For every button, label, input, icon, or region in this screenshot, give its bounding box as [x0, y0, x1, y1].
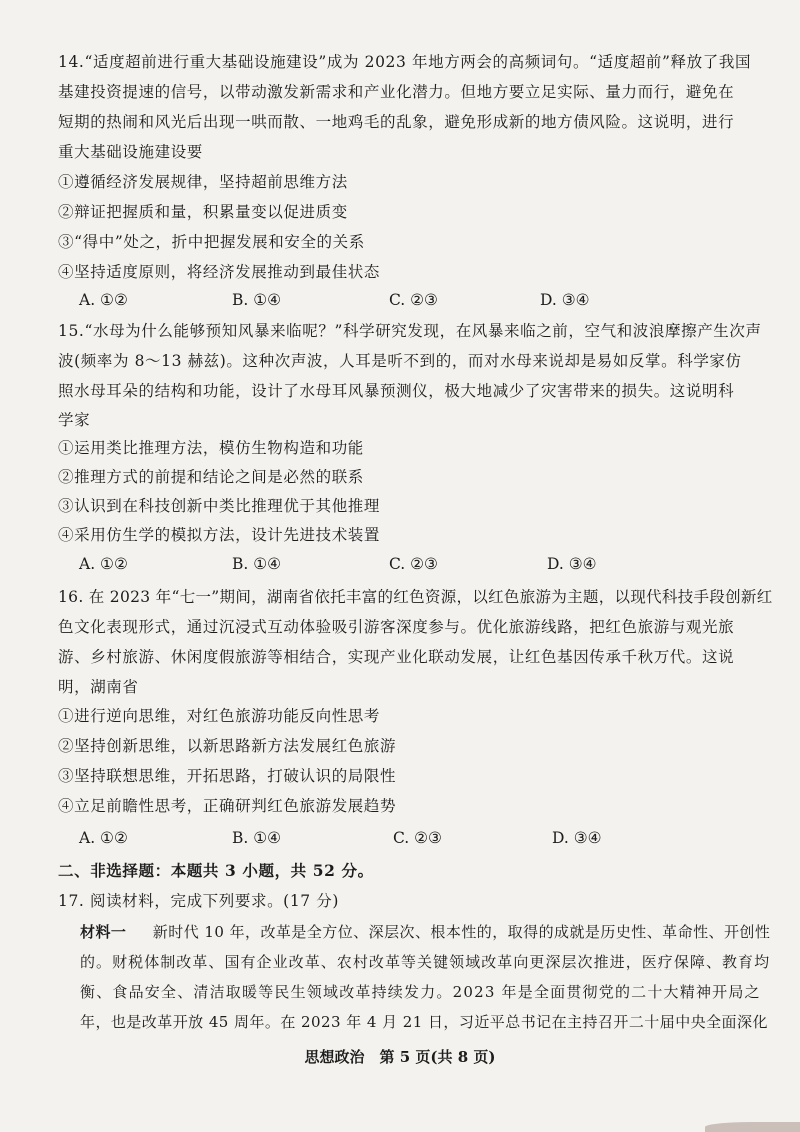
q15-item-1: ①运用类比推理方法，模仿生物构造和功能: [58, 439, 364, 457]
q15-option-d[interactable]: D. ③④: [547, 555, 597, 573]
q16-stem-line-2: 色文化表现形式，通过沉浸式互动体验吸引游客深度参与。优化旅游线路，把红色旅游与观光旅: [58, 618, 735, 636]
q16-option-a[interactable]: A. ①②: [79, 829, 128, 847]
q16-option-d[interactable]: D. ③④: [552, 829, 602, 847]
q15-stem-line-1: 15.“水母为什么能够预知风暴来临呢？”科学研究发现，在风暴来临之前，空气和波浪摩擦产生次声: [58, 322, 762, 340]
page-footer: 思想政治 第 5 页(共 8 页): [304, 1048, 496, 1066]
q17-stem: 17. 阅读材料，完成下列要求。(17 分): [58, 892, 340, 910]
q15-stem-line-2: 波(频率为 8～13 赫兹)。这种次声波，人耳是听不到的，而对水母来说却是易如反掌。科学家仿: [58, 352, 742, 370]
q17-material-line-2: 的。财税体制改革、国有企业改革、农村改革等关键领域改革向更深层次推进，医疗保障、教育均: [80, 953, 771, 971]
q14-option-c[interactable]: C. ②③: [389, 291, 438, 309]
q16-item-1: ①进行逆向思维，对红色旅游功能反向性思考: [58, 707, 381, 725]
q14-item-1: ①遵循经济发展规律，坚持超前思维方法: [58, 173, 348, 191]
scan-smudge: [705, 1122, 800, 1132]
q17-material-line-4: 年，也是改革开放 45 周年。在 2023 年 4 月 21 日，习近平总书记在主持召开二十届中央全面深化: [80, 1013, 768, 1031]
q14-option-a[interactable]: A. ①②: [79, 291, 128, 309]
q15-option-a[interactable]: A. ①②: [79, 555, 128, 573]
q15-option-b[interactable]: B. ①④: [232, 555, 282, 573]
q15-item-4: ④采用仿生学的模拟方法，设计先进技术装置: [58, 526, 381, 544]
q14-item-3: ③“得中”处之，折中把握发展和安全的关系: [58, 233, 365, 251]
q15-item-3: ③认识到在科技创新中类比推理优于其他推理: [58, 497, 381, 515]
q14-stem-line-1: 14.“适度超前进行重大基础设施建设”成为 2023 年地方两会的高频词句。“适度超前”释放了我国: [58, 53, 752, 71]
q14-stem-line-2: 基建投资提速的信号，以带动激发新需求和产业化潜力。但地方要立足实际、量力而行，避免在: [58, 83, 735, 101]
q15-option-c[interactable]: C. ②③: [389, 555, 438, 573]
q16-stem-line-4: 明，湖南省: [58, 678, 139, 696]
q14-stem-line-4: 重大基础设施建设要: [58, 143, 203, 161]
q14-option-d[interactable]: D. ③④: [540, 291, 590, 309]
q16-option-b[interactable]: B. ①④: [232, 829, 282, 847]
q17-material-line-3: 衡、食品安全、清洁取暖等民生领域改革持续发力。2023 年是全面贯彻党的二十大精神开局之: [80, 983, 761, 1001]
q15-stem-line-3: 照水母耳朵的结构和功能，设计了水母耳风暴预测仪，极大地减少了灾害带来的损失。这说明科: [58, 382, 735, 400]
q16-item-2: ②坚持创新思维，以新思路新方法发展红色旅游: [58, 737, 397, 755]
q16-stem-line-3: 游、乡村旅游、休闲度假旅游等相结合，实现产业化联动发展，让红色基因传承千秋万代。这说: [58, 648, 735, 666]
q14-item-2: ②辩证把握质和量，积累量变以促进质变: [58, 203, 348, 221]
q14-option-b[interactable]: B. ①④: [232, 291, 282, 309]
q16-stem-line-1: 16. 在 2023 年“七一”期间，湖南省依托丰富的红色资源，以红色旅游为主题，以现代科技手段创新红: [58, 588, 773, 606]
q16-item-3: ③坚持联想思维，开拓思路，打破认识的局限性: [58, 767, 397, 785]
material-label: 材料一: [80, 923, 127, 941]
section-heading: 二、非选择题：本题共 3 小题，共 52 分。: [58, 861, 374, 880]
material-text: 新时代 10 年，改革是全方位、深层次、根本性的，取得的成就是历史性、革命性、开创性: [152, 923, 771, 941]
q16-item-4: ④立足前瞻性思考，正确研判红色旅游发展趋势: [58, 797, 397, 815]
q17-material-line-1: [80, 922, 770, 942]
q16-option-c[interactable]: C. ②③: [393, 829, 442, 847]
q14-item-4: ④坚持适度原则，将经济发展推动到最佳状态: [58, 263, 381, 281]
q15-stem-line-4: 学家: [58, 411, 91, 429]
q15-item-2: ②推理方式的前提和结论之间是必然的联系: [58, 468, 364, 486]
q14-stem-line-3: 短期的热闹和风光后出现一哄而散、一地鸡毛的乱象，避免形成新的地方债风险。这说明，进行: [58, 113, 735, 131]
